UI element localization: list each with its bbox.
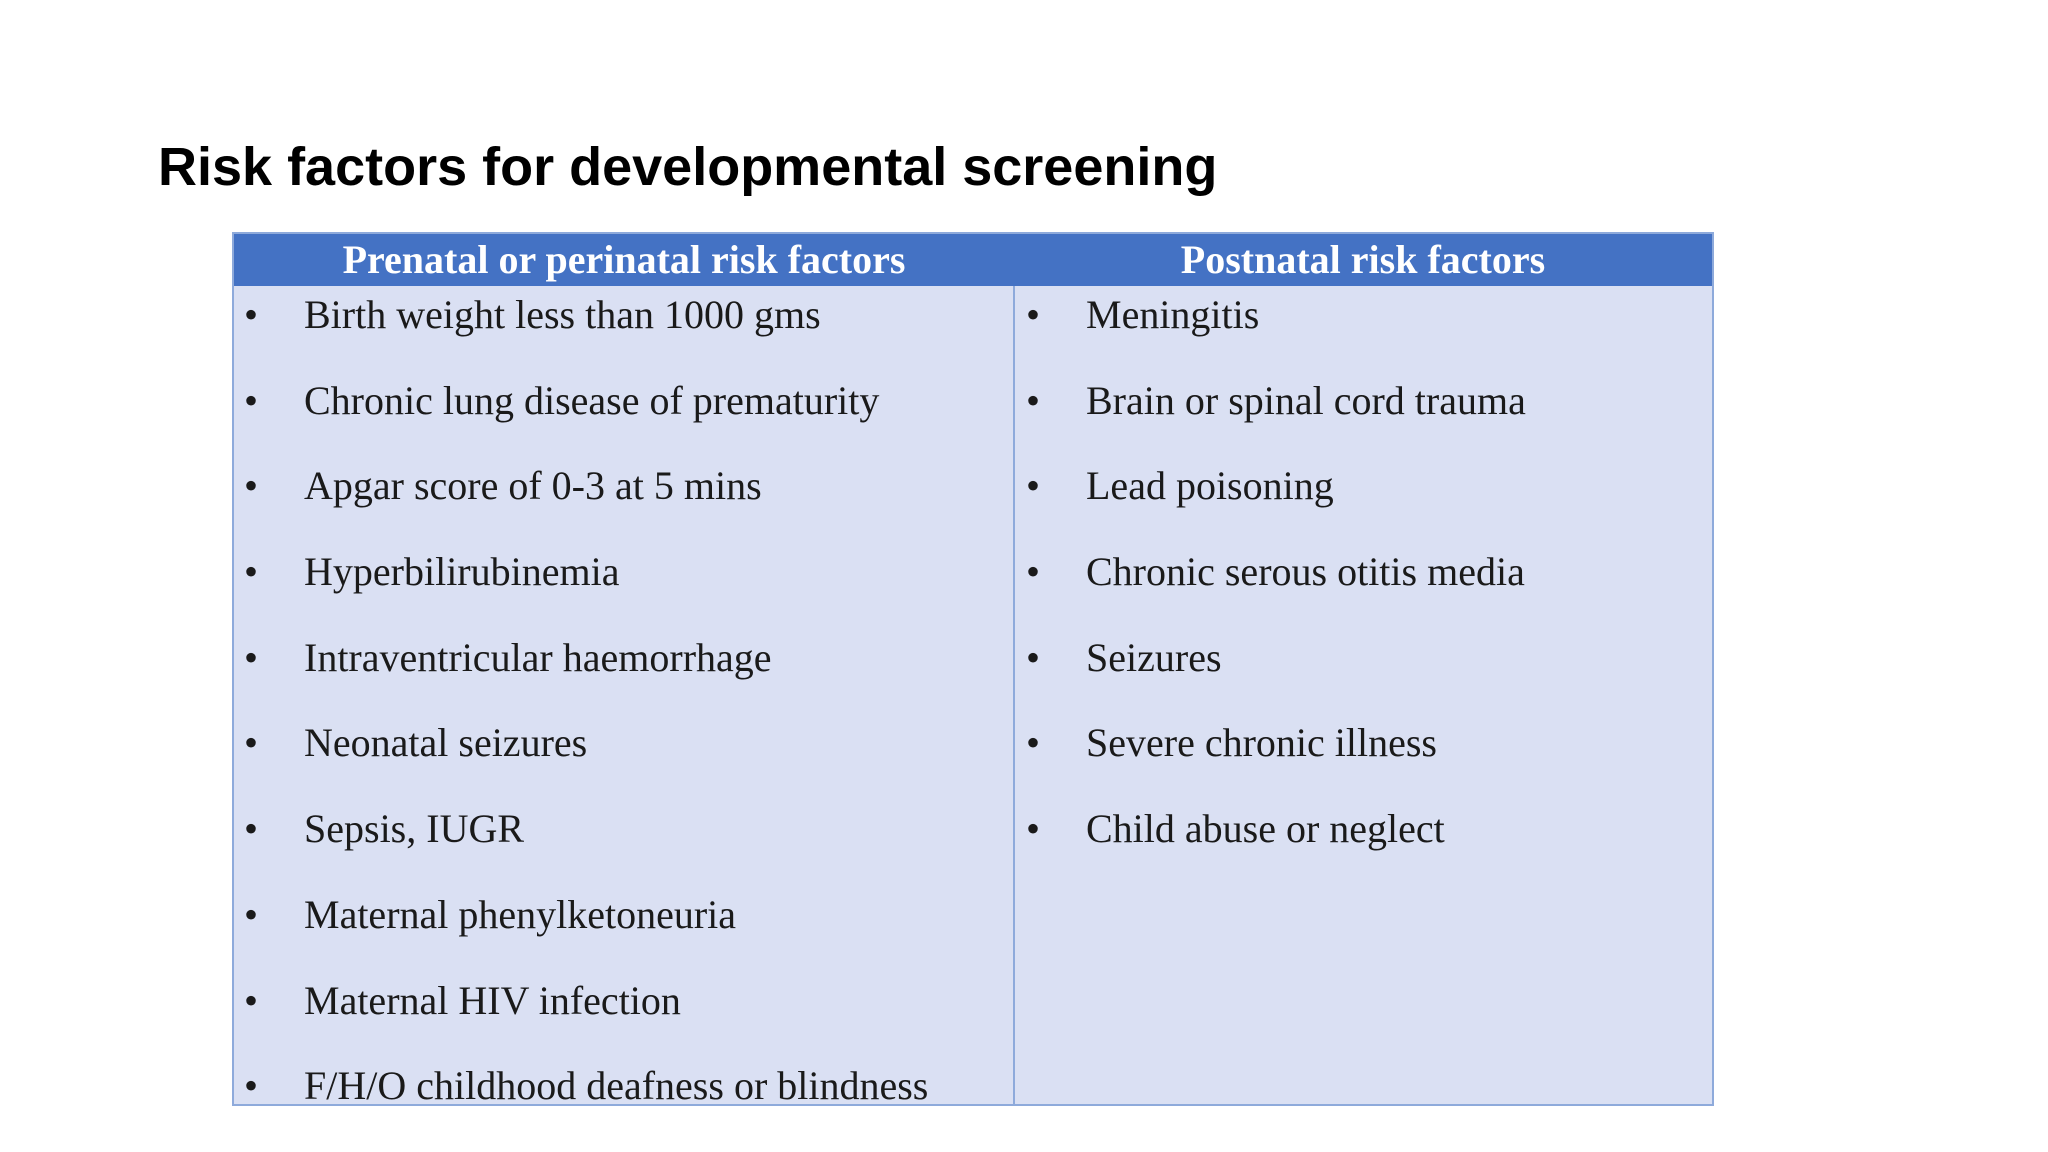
risk-factor-text: Hyperbilirubinemia — [304, 549, 620, 595]
bullet-icon: • — [244, 977, 259, 1023]
risk-factor-text: Sepsis, IUGR — [304, 806, 525, 852]
list-item — [234, 1057, 1014, 1143]
slide-title: Risk factors for developmental screening — [158, 137, 1218, 197]
list-item — [234, 800, 1014, 886]
list-item — [1016, 372, 1712, 458]
bullet-icon: • — [244, 806, 259, 852]
list-item — [1016, 543, 1712, 629]
list-item — [234, 714, 1014, 800]
bullet-icon: • — [244, 1063, 259, 1109]
risk-factor-text: Maternal HIV infection — [304, 977, 681, 1023]
risk-factor-text: Chronic lung disease of prematurity — [304, 377, 880, 423]
bullet-icon: • — [244, 292, 259, 337]
risk-factor-text: Brain or spinal cord trauma — [1086, 377, 1526, 423]
bullet-icon: • — [244, 634, 259, 680]
bullet-icon: • — [244, 891, 259, 937]
list-item — [1016, 800, 1712, 886]
list-item — [234, 886, 1014, 972]
risk-factors-table — [232, 232, 1714, 1109]
list-item — [1016, 286, 1712, 372]
list-item — [1016, 457, 1712, 543]
list-item — [1016, 714, 1712, 800]
list-item — [234, 286, 1014, 372]
column-header-prenatal: Prenatal or perinatal risk factors — [342, 237, 906, 282]
bullet-icon: • — [1026, 720, 1041, 766]
bullet-icon: • — [244, 377, 259, 423]
bullet-icon: • — [1026, 377, 1041, 423]
risk-factor-text: Apgar score of 0-3 at 5 mins — [304, 463, 762, 509]
risk-factor-text: Child abuse or neglect — [1086, 806, 1445, 852]
list-item — [234, 972, 1014, 1058]
bullet-icon: • — [244, 463, 259, 509]
bullet-icon: • — [244, 720, 259, 766]
list-item — [1016, 629, 1712, 715]
postnatal-risk-list — [1016, 286, 1712, 886]
risk-factor-text: Intraventricular haemorrhage — [304, 634, 772, 680]
risk-factor-text: Neonatal seizures — [304, 720, 588, 766]
risk-factor-text: Lead poisoning — [1086, 463, 1334, 509]
bullet-icon: • — [1026, 463, 1041, 509]
bullet-icon: • — [1026, 806, 1041, 852]
risk-factor-text: Severe chronic illness — [1086, 720, 1437, 766]
list-item — [234, 457, 1014, 543]
bullet-icon: • — [1026, 549, 1041, 595]
list-item — [234, 629, 1014, 715]
bullet-icon: • — [1026, 292, 1041, 337]
bullet-icon: • — [1026, 634, 1041, 680]
bullet-icon: • — [244, 549, 259, 595]
list-item — [234, 543, 1014, 629]
risk-factor-text: Maternal phenylketoneuria — [304, 891, 737, 937]
column-header-postnatal: Postnatal risk factors — [1180, 237, 1546, 282]
prenatal-risk-list — [234, 286, 1014, 1143]
risk-factor-text: Birth weight less than 1000 gms — [304, 292, 821, 337]
risk-factor-text: Seizures — [1086, 634, 1222, 680]
risk-factor-text: Meningitis — [1086, 292, 1260, 337]
list-item — [234, 372, 1014, 458]
table-header-row — [234, 234, 1712, 286]
risk-factor-text: Chronic serous otitis media — [1086, 549, 1525, 595]
risk-factor-text: F/H/O childhood deafness or blindness — [304, 1063, 929, 1109]
